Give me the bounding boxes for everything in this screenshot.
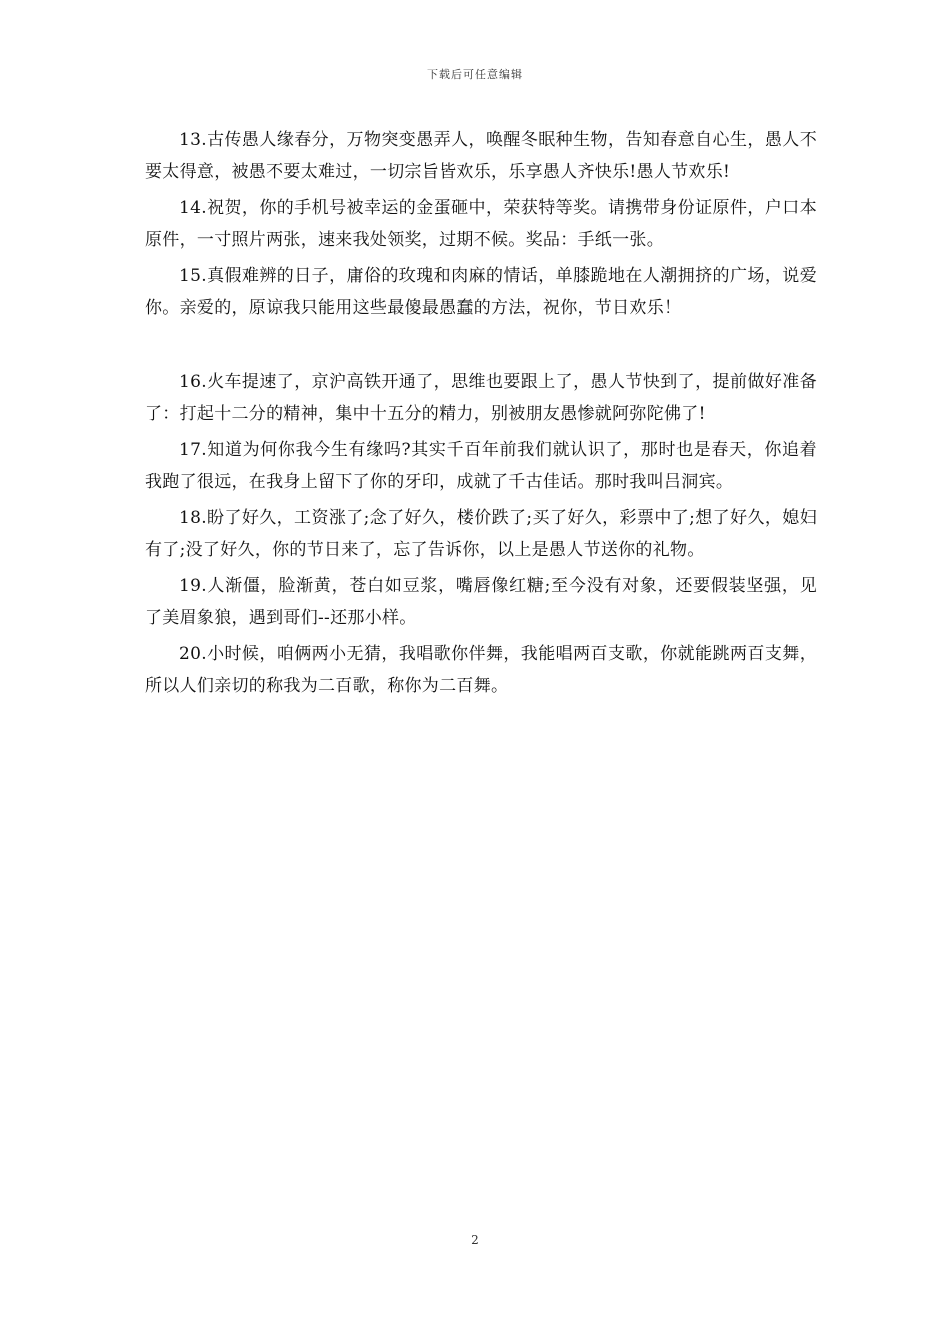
paragraph-15: 15.真假难辨的日子，庸俗的玫瑰和肉麻的情话，单膝跪地在人潮拥挤的广场，说爱你。亲爱的，原谅我只能用这些最傻最愚蠢的方法，祝你，节日欢乐！	[145, 266, 817, 318]
paragraph-16: 16.火车提速了，京沪高铁开通了，思维也要跟上了，愚人节快到了，提前做好准备了：打起十二分的精神，集中十五分的精力，别被朋友愚惨就阿弥陀佛了!	[145, 372, 817, 424]
paragraph-18: 18.盼了好久，工资涨了;念了好久，楼价跌了;买了好久，彩票中了;想了好久，媳妇有了;没了好久，你的节日来了，忘了告诉你，以上是愚人节送你的礼物。	[145, 508, 817, 560]
document-body	[145, 124, 817, 706]
paragraph-20: 20.小时候，咱俩两小无猜，我唱歌你伴舞，我能唱两百支歌，你就能跳两百支舞，所以人们亲切的称我为二百歌，称你为二百舞。	[145, 644, 817, 696]
page-number: 2	[471, 1233, 479, 1247]
paragraph-14: 14.祝贺，你的手机号被幸运的金蛋砸中，荣获特等奖。请携带身份证原件，户口本原件，一寸照片两张，速来我处领奖，过期不候。奖品：手纸一张。	[145, 198, 817, 250]
paragraph-19: 19.人渐僵，脸渐黄，苍白如豆浆，嘴唇像红糖;至今没有对象，还要假装坚强，见了美眉象狼，遇到哥们--还那小样。	[145, 576, 817, 628]
page-header: 下载后可任意编辑	[427, 68, 523, 81]
paragraph-13: 13.古传愚人缘春分，万物突变愚弄人，唤醒冬眠种生物，告知春意自心生，愚人不要太得意，被愚不要太难过，一切宗旨皆欢乐，乐享愚人齐快乐!愚人节欢乐!	[145, 130, 817, 182]
paragraph-17: 17.知道为何你我今生有缘吗?其实千百年前我们就认识了，那时也是春天，你追着我跑了很远，在我身上留下了你的牙印，成就了千古佳话。那时我叫吕洞宾。	[145, 440, 817, 492]
